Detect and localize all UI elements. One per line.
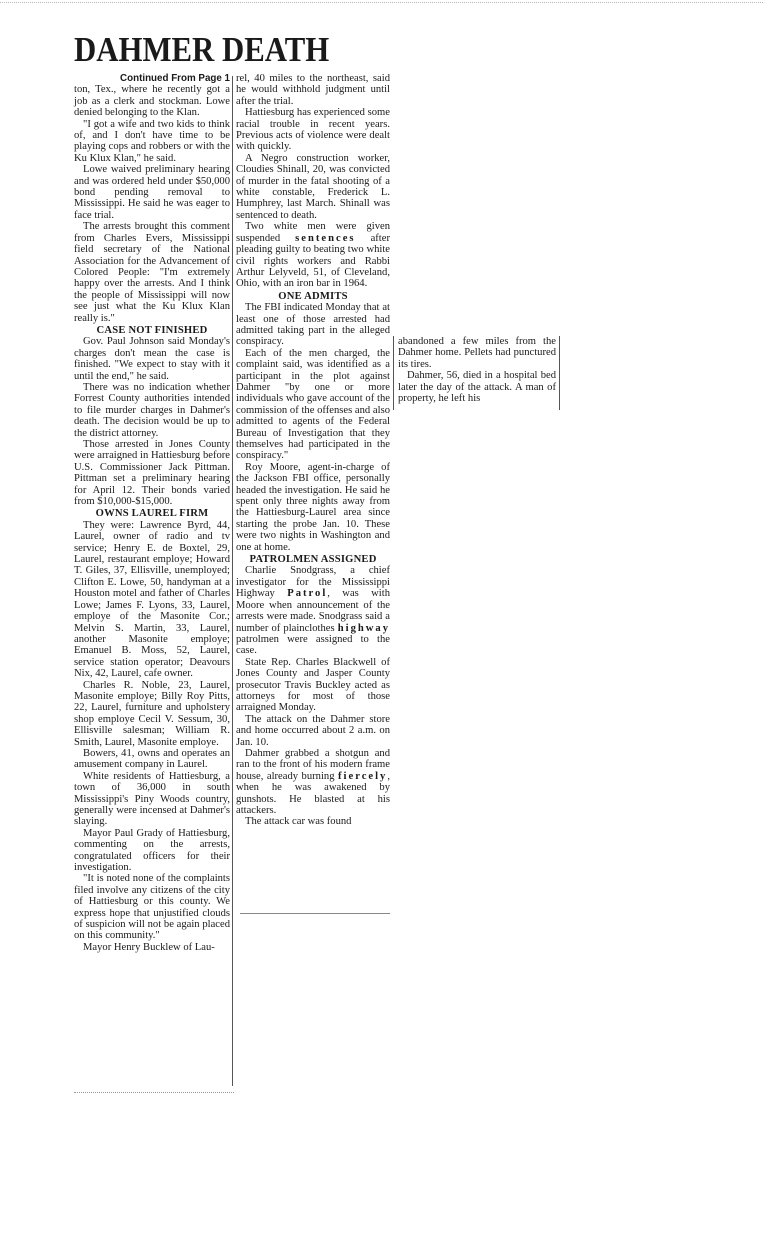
paragraph: Lowe waived preliminary hearing and was ordered held under $50,000 bond pending removal to Mississippi. He said he was eager to face trial. — [74, 164, 230, 221]
paragraph: They were: Lawrence Byrd, 44, Laurel, owner of radio and tv service; Henry E. de Boxtel, 29, Laurel, restaurant employe; Howard T. Giles, 37, Ellisville, unemployed; Clifton E. Lowe, 50, handyman at a Houston motel and father of Charles Lowe; James F. Lyons, 33, Laurel, employe of the Masonite Cor.; Melvin S. Martin, 33, Laurel, another Masonite employe; Emanuel B. Moss, 52, Laurel, service station operator; Deavours Nix, 42, Laurel, cafe owner. — [74, 519, 230, 680]
column-divider — [393, 336, 394, 410]
article-column-3 — [398, 336, 556, 404]
column-divider — [232, 76, 233, 1086]
article-column-2 — [236, 73, 390, 828]
subheading-case-not-finished: CASE NOT FINISHED — [96, 324, 208, 336]
paragraph: "I got a wife and two kids to think of, and I don't have time to be playing cops and robbers or with the Ku Klux Klan," he said. — [74, 118, 230, 164]
paragraph: Mayor Paul Grady of Hattiesburg, commenting on the arrests, congratulated officers for their investigation. — [74, 827, 230, 874]
paragraph: The attack car was found — [245, 816, 352, 828]
paragraph: Hattiesburg has experienced some racial trouble in recent years. Previous acts of violence were dealt with quickly. — [236, 107, 390, 153]
continued-from-reference: Continued From Page 1 — [120, 73, 230, 84]
paragraph: Bowers, 41, owns and operates an amusement company in Laurel. — [74, 747, 230, 771]
paragraph: The arrests brought this comment from Charles Evers, Mississippi field secretary of the National Association for the Advancement of Colored People: "I'm extremely happy over the arrests. And I think the people of Mississippi will now see just what the Ku Klux Klan really is." — [74, 221, 230, 324]
paragraph: The FBI indicated Monday that at least one of those arrested had admitted taking part in the alleged conspiracy. — [236, 302, 390, 348]
paragraph: Each of the men charged, the complaint said, was identified as a participant in the plot against Dahmer "by one or more individuals who gave account of the commission of the offenses and also admitted to agents of the Federal Bureau of Investigation that they themselves had participated in the conspiracy." — [236, 347, 390, 462]
paragraph: Roy Moore, agent-in-charge of the Jackson FBI office, personally headed the investigation. He said he spent only three nights away from the Hattiesburg-Laurel area since starting the probe Jan. 10. These were two nights in Washington and one at home. — [236, 461, 390, 553]
column-2-end-rule — [240, 913, 390, 914]
headline: DAHMER DEATH — [74, 30, 330, 69]
page-top-dotted-rule — [0, 2, 763, 3]
paragraph: Mayor Henry Bucklew of Lau- — [83, 941, 215, 953]
paragraph: Those arrested in Jones County were arraigned in Hattiesburg before U.S. Commissioner Jack Pittman. Pittman set a preliminary hearing for April 12. Their bonds varied from $10,000-$15,000. — [74, 439, 230, 508]
paragraph: There was no indication whether Forrest County authorities intended to file murder charges in Dahmer's death. The decision would be up to the district attorney. — [74, 381, 230, 439]
paragraph: The attack on the Dahmer store and home occurred about 2 a.m. on Jan. 10. — [236, 713, 390, 748]
paragraph: A Negro construction worker, Cloudies Shinall, 20, was convicted of murder in the fatal shooting of a white constable, Frederick L. Humphrey, last March. Shinall was sentenced to death. — [236, 152, 390, 221]
paragraph: ton, Tex., where he recently got a job as a clerk and stockman. Lowe denied belonging to the Klan. — [74, 84, 230, 119]
paragraph: Dahmer, 56, died in a hospital bed later the day of the attack. A man of property, he left his — [398, 370, 556, 405]
article-column-1 — [74, 73, 230, 953]
paragraph: Two white men were given suspended sentences after pleading guilty to beating two white civil rights workers and Rabbi Arthur Lelyveld, 51, of Cleveland, Ohio, with an iron bar in 1964. — [236, 221, 390, 290]
subheading-patrolmen-assigned: PATROLMEN ASSIGNED — [249, 554, 377, 566]
paragraph: Gov. Paul Johnson said Monday's charges don't mean the case is finished. "We expect to stay with it until the end," he said. — [74, 336, 230, 382]
column-divider — [559, 336, 560, 410]
paragraph: Charlie Snodgrass, a chief investigator for the Mississippi Highway Patrol, was with Moore when announcement of the arrests were made. Snodgrass said a number of plainclothes highway patrolmen were assigned to the case. — [236, 565, 391, 657]
paragraph: White residents of Hattiesburg, a town of 36,000 in south Mississippi's Piny Woods country, generally were incensed at Dahmer's slaying. — [74, 770, 230, 828]
subheading-one-admits: ONE ADMITS — [278, 290, 348, 302]
article-end-rule — [74, 1092, 234, 1093]
paragraph: abandoned a few miles from the Dahmer home. Pellets had punctured its tires. — [398, 336, 556, 370]
paragraph: State Rep. Charles Blackwell of Jones County and Jasper County prosecutor Travis Buckley acted as attorneys for most of those arraigned Monday. — [236, 656, 390, 714]
paragraph: Charles R. Noble, 23, Laurel, Masonite employe; Billy Roy Pitts, 22, Laurel, furniture and upholstery shop employe Cecil V. Sessum, 30, Ellisville salesman; William R. Smith, Laurel, Masonite employe. — [74, 679, 230, 748]
paragraph: Dahmer grabbed a shotgun and ran to the front of his modern frame house, already burning fiercely, when he was awakened by gunshots. He blasted at his attackers. — [236, 747, 390, 816]
paragraph: "It is noted none of the complaints filed involve any citizens of the city of Hattiesburg or this county. We express hope that unjustified clouds of suspicion will not be again placed on this community." — [74, 873, 230, 942]
subheading-owns-laurel-firm: OWNS LAUREL FIRM — [95, 508, 209, 520]
paragraph: rel, 40 miles to the northeast, said he would withhold judgment until after the trial. — [236, 73, 390, 107]
